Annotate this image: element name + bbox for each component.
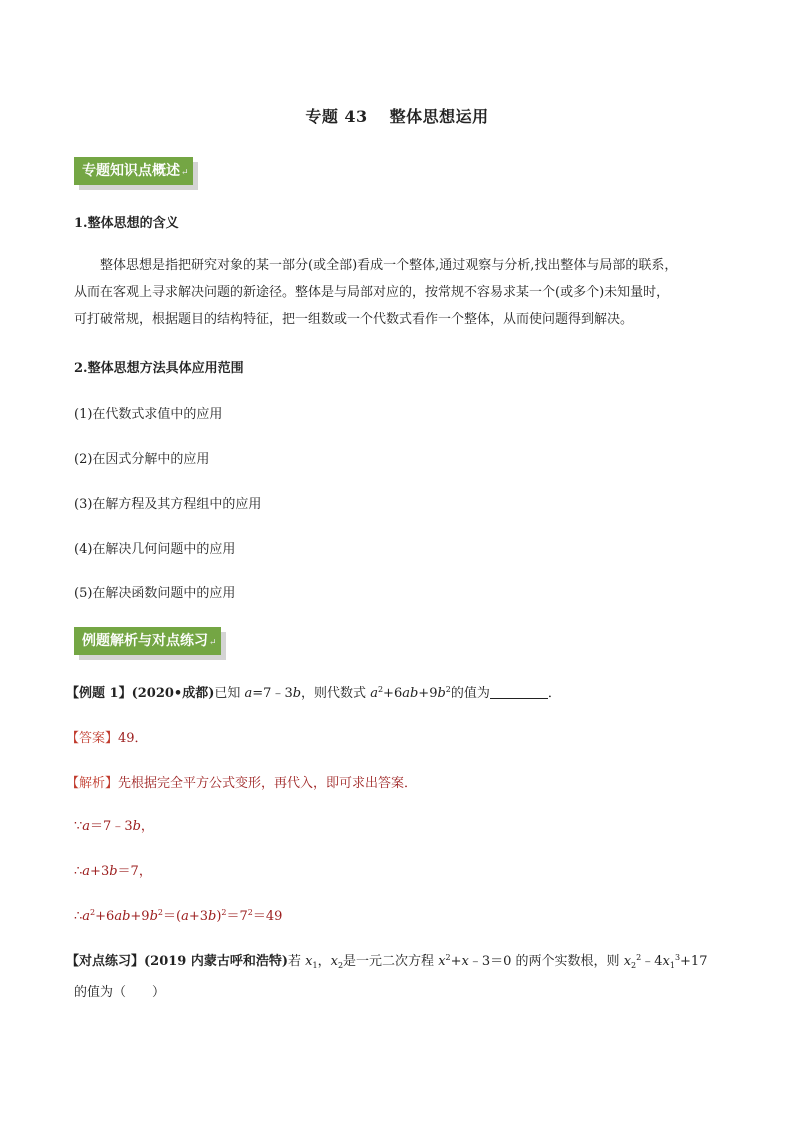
example-text: 已知 [214, 686, 245, 701]
step-text: ＝7 [226, 909, 248, 924]
return-mark-icon: ↵ [181, 168, 189, 178]
therefore-symbol: ∴ [74, 864, 83, 879]
heading-scope: 2.整体思想方法具体应用范围 [74, 361, 244, 376]
practice-text: ﹣3＝0 的两个实数根，则 [468, 954, 624, 969]
analysis-label: 【解析】 [66, 776, 119, 791]
list-item: (3)在解方程及其方程组中的应用 [74, 497, 262, 512]
paragraph-line: 可打破常规，根据题目的结构特征，把一组数或一个代数式看作一个整体，从而使问题得到解决。 [74, 312, 634, 327]
paragraph-line: 整体思想是指把研究对象的某一部分(或全部)看成一个整体,通过观察与分析,找出整体与局部的联系， [100, 258, 678, 273]
example-expression: +9 [418, 686, 438, 701]
section-banner-examples [74, 627, 221, 655]
therefore-symbol: ∴ [74, 909, 83, 924]
practice-text: +17 [680, 954, 708, 969]
example-expression: +6 [383, 686, 403, 701]
analysis-text: 先根据完全平方公式变形，再代入，即可求出答案． [118, 776, 418, 791]
answer-value: 49． [118, 731, 148, 746]
heading-meaning: 1.整体思想的含义 [74, 216, 179, 231]
example-text: ，则代数式 [301, 686, 371, 701]
practice-text: 是一元二次方程 [343, 954, 439, 969]
example-tag: 【例题 1】(2020•成都) [66, 686, 215, 701]
solution-step-3: $\therefore a^2+6ab+9b^2=(a+3b)^2=7^2=49$ [74, 908, 283, 924]
practice-question: 【对点练习】(2019 内蒙古呼和浩特)若 $x_1$，$x_2$是一元二次方程 $x^2+x﹣3=0$ 的两个实数根，则 $x_2^2﹣4x_1^3+17$ [66, 953, 708, 970]
practice-tag: 【对点练习】(2019 内蒙古呼和浩特) [66, 954, 289, 969]
list-item: (1)在代数式求值中的应用 [74, 407, 223, 422]
title-text: 整体思想运用 [389, 107, 489, 126]
step-text: ＝49 [252, 909, 283, 924]
solution-step-1: ∵a＝7﹣3b， [74, 819, 154, 834]
answer-line [66, 727, 148, 746]
example-condition: =7﹣3 [252, 686, 293, 701]
paragraph-definition [74, 252, 730, 333]
return-mark-icon: ↵ [209, 638, 217, 648]
section-banner-label: 专题知识点概述 [82, 163, 180, 179]
analysis-line [66, 772, 417, 791]
list-item: (5)在解决函数问题中的应用 [74, 586, 236, 601]
answer-label: 【答案】 [66, 731, 119, 746]
example-1-question: 【例题 1】(2020•成都)已知 a=7﹣3b，则代数式 $a^2+6ab+9b^2$的值为 ． [66, 685, 561, 701]
section-banner-label: 例题解析与对点练习 [82, 633, 208, 649]
paragraph-line: 从而在客观上寻求解决问题的新途径。整体是与局部对应的，按常规不容易求某一个(或多个)未知量时， [74, 285, 670, 300]
practice-question-line2: 的值为（ ） [74, 985, 166, 1000]
list-item: (2)在因式分解中的应用 [74, 452, 210, 467]
answer-blank [490, 686, 548, 699]
page-title [0, 104, 794, 127]
solution-step-2: ∴a+3b＝7， [74, 864, 152, 879]
practice-text: 若 [288, 954, 306, 969]
example-text: ． [547, 686, 561, 701]
title-number: 专题 43 [305, 107, 368, 126]
list-item: (4)在解决几何问题中的应用 [74, 542, 236, 557]
because-symbol: ∵ [74, 819, 83, 834]
section-banner-overview [74, 157, 193, 185]
example-text: 的值为 [450, 686, 490, 701]
